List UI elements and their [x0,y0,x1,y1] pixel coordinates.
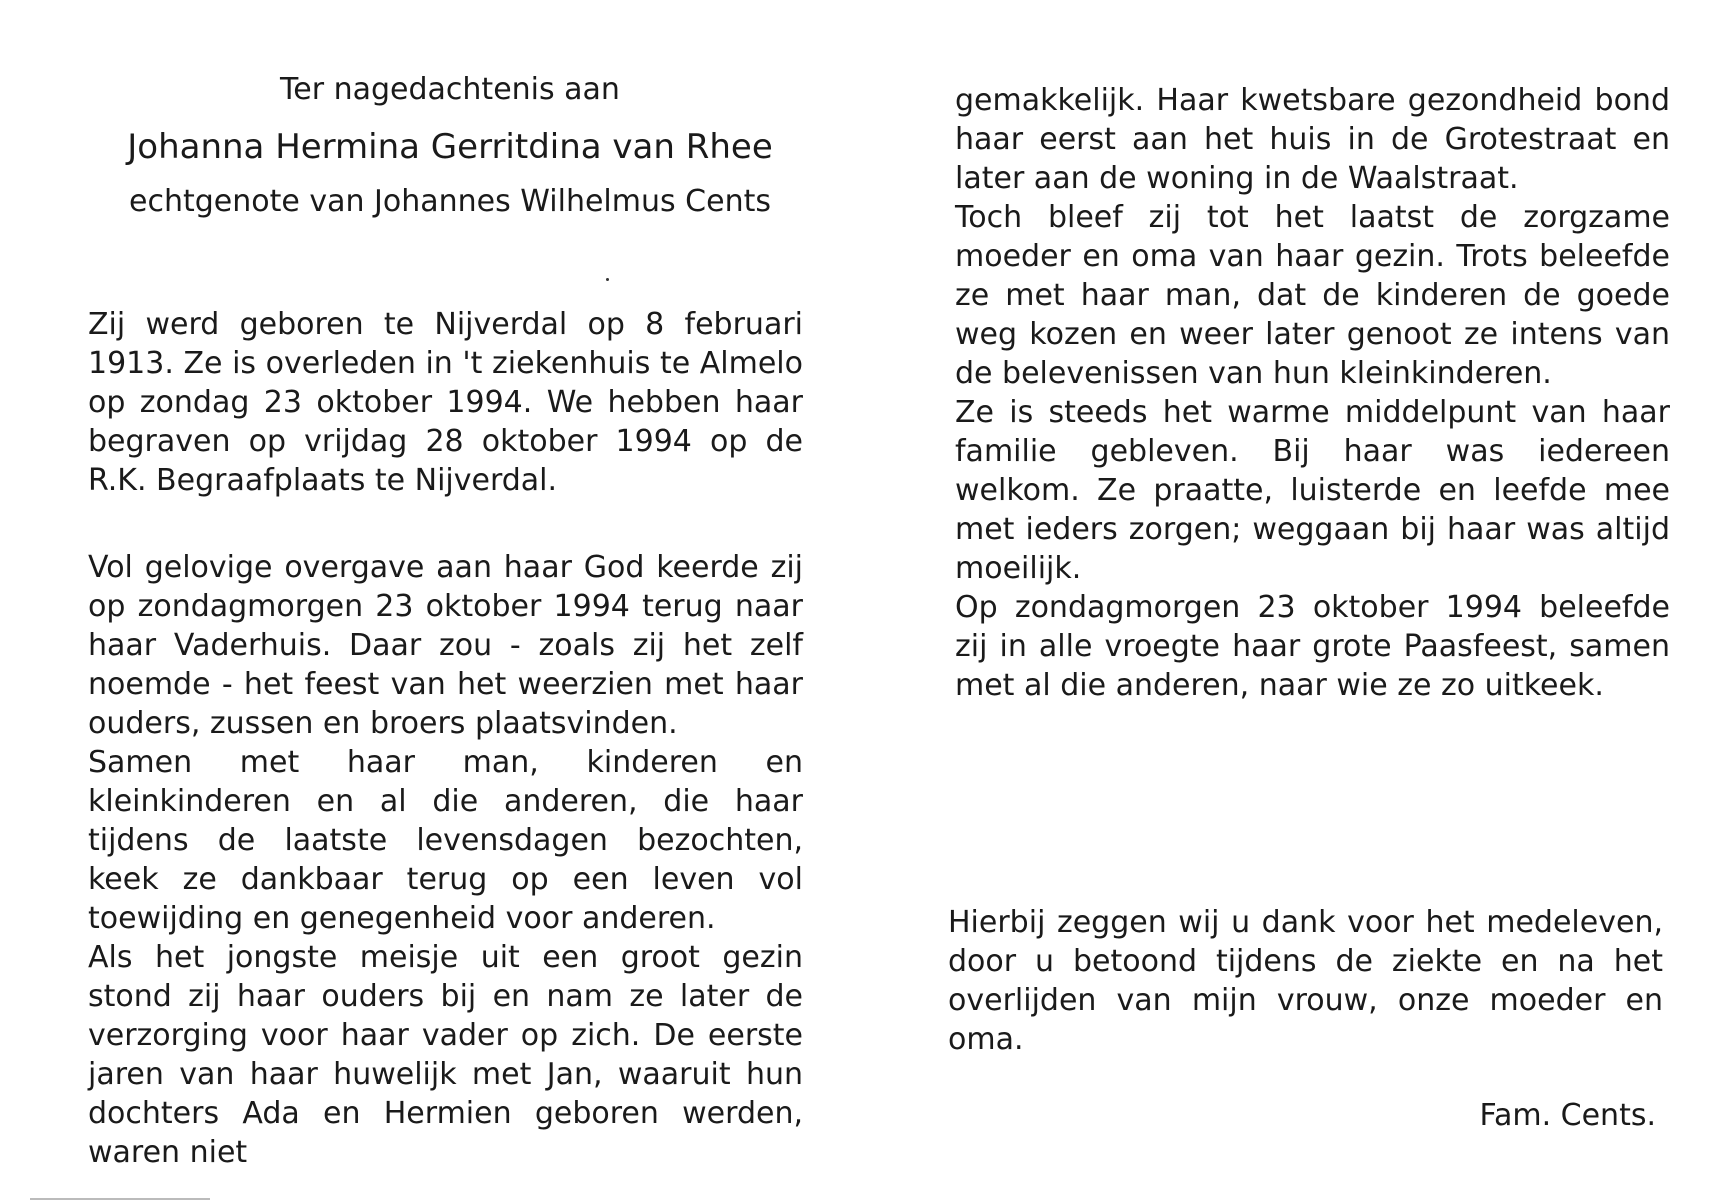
card-header [95,70,805,222]
mother-paragraph: Toch bleef zij tot het laatst de zorgzame moeder en oma van haar gezin. Trots beleefde ze met haar man, dat de kinderen de goede weg kozen en weer later genoot ze intens van de belevenissen van hun kleinkinderen. [955,200,1670,391]
left-column-body [88,548,803,1172]
youth-paragraph: Als het jongste meisje uit een groot gezin stond zij haar ouders bij en nam ze later de verzorging voor haar vader op zich. De eerste jaren van haar huwelijk met Jan, waaruit hun dochters Ada en Hermien geboren werden, waren niet [88,940,803,1170]
birth-death-paragraph: Zij werd geboren te Nijverdal op 8 februari 1913. Ze is overleden in 't ziekenhuis te Almelo op zondag 23 oktober 1994. We hebben haar begraven op vrijdag 28 oktober 1994 op de R.K. Begraafplaats te Nijverdal. [88,307,803,498]
deceased-name: Johanna Hermina Gerritdina van Rhee [127,127,773,167]
ornament-dot [606,278,609,281]
memorial-intro: Ter nagedachtenis aan [280,72,620,107]
welcome-paragraph: Ze is steeds het warme middelpunt van haar familie gebleven. Bij haar was iedereen welkom. Ze praatte, luisterde en leefde mee met ieders zorgen; weggaan bij haar was altijd moeilijk. [955,395,1670,586]
faith-paragraph: Vol gelovige overgave aan haar God keerde zij op zondagmorgen 23 oktober 1994 terug naar haar Vaderhuis. Daar zou - zoals zij het zelf noemde - het feest van het weerzien met haar ouders, zussen en broers plaatsvinden. [88,550,803,741]
health-paragraph: gemakkelijk. Haar kwetsbare gezondheid bond haar eerst aan het huis in de Grotestraat en later aan de woning in de Waalstraat. [955,83,1670,196]
right-column-body [955,81,1670,705]
thanks-paragraph: Hierbij zeggen wij u dank voor het medeleven, door u betoond tijdens de ziekte en na het overlijden van mijn vrouw, onze moeder en oma. [948,905,1663,1057]
left-column-intro [88,305,803,500]
easter-paragraph: Op zondagmorgen 23 oktober 1994 beleefde zij in alle vroegte haar grote Paasfeest, samen met al die anderen, naar wie ze zo uitkeek. [955,590,1670,703]
spouse-line: echtgenote van Johannes Wilhelmus Cents [129,184,771,219]
thanks-section [948,903,1663,1059]
family-paragraph: Samen met haar man, kinderen en kleinkinderen en al die anderen, die haar tijdens de laatste levensdagen bezochten, keek ze dankbaar terug op een leven vol toewijding en genegenheid voor anderen. [88,745,803,936]
family-signature: Fam. Cents. [1479,1098,1656,1133]
